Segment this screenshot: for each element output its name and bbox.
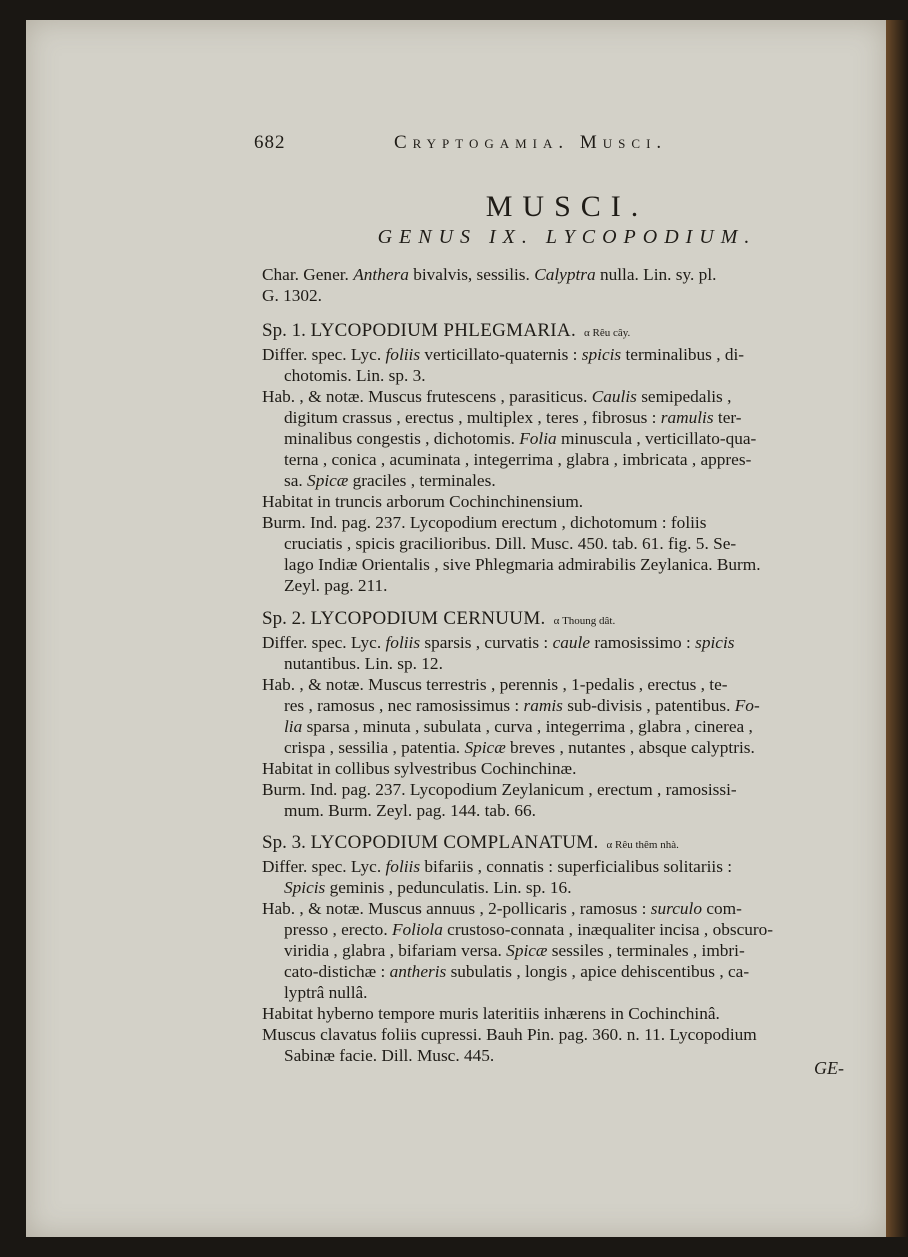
text-line: Spicis geminis , pedunculatis. Lin. sp. 16. [284, 878, 572, 897]
text-line: Sabinæ facie. Dill. Musc. 445. [284, 1046, 495, 1065]
habitat: Habitat in truncis arborum Cochinchinensium. [262, 492, 584, 511]
species-heading: Sp. 2. LYCOPODIUM CERNUUM. α Thoung dât. [262, 608, 616, 629]
vernacular-name: α Rêu thêm nhà. [606, 839, 679, 851]
species-1-entry [262, 320, 867, 596]
book-page [26, 20, 886, 1237]
differentia: Differ. spec. Lyc. foliis sparsis , curvatis : caule ramosissimo : spicis [262, 633, 735, 652]
text-line: cato-distichæ : antheris subulatis , longis , apice dehiscentibus , ca- [284, 962, 750, 981]
text-line: sa. Spicæ graciles , terminales. [284, 471, 496, 490]
text-line: viridia , glabra , bifariam versa. Spicæ sessiles , terminales , imbri- [284, 941, 745, 960]
text-line: cruciatis , spicis gracilioribus. Dill. Musc. 450. tab. 61. fig. 5. Se- [284, 534, 737, 553]
text-line: Zeyl. pag. 211. [284, 576, 388, 595]
section-title: MUSCI. [485, 190, 649, 223]
habit-notes: Hab. , & notæ. Muscus terrestris , perennis , 1-pedalis , erectus , te- [262, 675, 728, 694]
differentia: Differ. spec. Lyc. foliis verticillato-quaternis : spicis terminalibus , di- [262, 345, 745, 364]
text-line: lago Indiæ Orientalis , sive Phlegmaria admirabilis Zeylanica. Burm. [284, 555, 761, 574]
text-line: G. 1302. [262, 286, 323, 305]
bibliography: Burm. Ind. pag. 237. Lycopodium erectum , dichotomum : foliis [262, 513, 707, 532]
species-2-entry [262, 608, 867, 821]
vernacular-name: α Rêu cây. [584, 327, 631, 339]
bibliography: Muscus clavatus foliis cupressi. Bauh Pin. pag. 360. n. 11. Lycopodium [262, 1025, 757, 1044]
habitat: Habitat in collibus sylvestribus Cochinchinæ. [262, 759, 577, 778]
genus-character [262, 264, 867, 306]
text-line: crispa , sessilia , patentia. Spicæ breves , nutantes , absque calyptris. [284, 738, 755, 757]
vernacular-name: α Thoung dât. [553, 615, 616, 627]
species-heading: Sp. 3. LYCOPODIUM COMPLANATUM. α Rêu thêm nhà. [262, 832, 679, 853]
text-line: terna , conica , acuminata , integerrima , glabra , imbricata , appres- [284, 450, 752, 469]
text-line: mum. Burm. Zeyl. pag. 144. tab. 66. [284, 801, 536, 820]
book-spine-edge [886, 20, 908, 1237]
genus-title: GENUS IX. LYCOPODIUM. [377, 226, 757, 248]
text-line: lyptrâ nullâ. [284, 983, 368, 1002]
running-title: Cryptogamia. Musci. [394, 132, 668, 153]
text-line: lia sparsa , minuta , subulata , curva , integerrima , glabra , cinerea , [284, 717, 753, 736]
bibliography: Burm. Ind. pag. 237. Lycopodium Zeylanicum , erectum , ramosissi- [262, 780, 737, 799]
habit-notes: Hab. , & notæ. Muscus annuus , 2-pollicaris , ramosus : surculo com- [262, 899, 742, 918]
text-line: res , ramosus , nec ramosissimus : ramis sub-divisis , patentibus. Fo- [284, 696, 760, 715]
running-head [254, 132, 872, 162]
text-line: presso , erecto. Foliola crustoso-connata , inæqualiter incisa , obscuro- [284, 920, 774, 939]
habitat: Habitat hyberno tempore muris lateritiis inhærens in Cochinchinâ. [262, 1004, 720, 1023]
habit-notes: Hab. , & notæ. Muscus frutescens , parasiticus. Caulis semipedalis , [262, 387, 732, 406]
text-line: Char. Gener. Anthera bivalvis, sessilis. Calyptra nulla. Lin. sy. pl. [262, 265, 717, 284]
text-line: minalibus congestis , dichotomis. Folia minuscula , verticillato-qua- [284, 429, 757, 448]
species-heading: Sp. 1. LYCOPODIUM PHLEGMARIA. α Rêu cây. [262, 320, 631, 341]
differentia: Differ. spec. Lyc. foliis bifariis , connatis : superficialibus solitariis : [262, 857, 733, 876]
text-line: nutantibus. Lin. sp. 12. [284, 654, 443, 673]
text-line: digitum crassus , erectus , multiplex , teres , fibrosus : ramulis ter- [284, 408, 742, 427]
species-3-entry [262, 832, 867, 1066]
text-line: chotomis. Lin. sp. 3. [284, 366, 426, 385]
catchword: GE- [814, 1058, 844, 1078]
page-number: 682 [254, 132, 286, 153]
